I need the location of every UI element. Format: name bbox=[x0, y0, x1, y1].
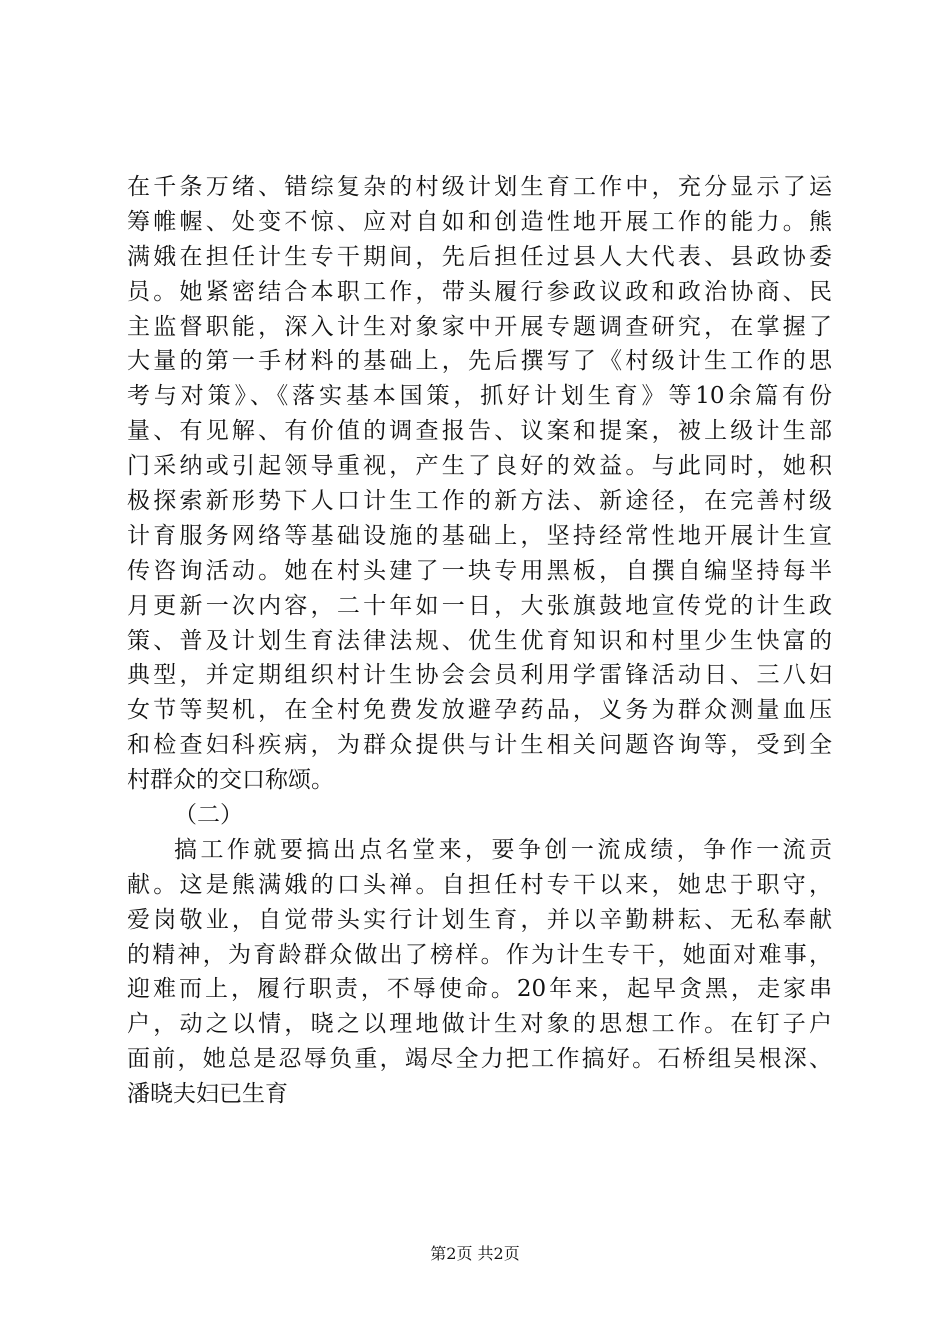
text-line-10: 极探索新形势下人口计生工作的新方法、新途径，在完善村级 bbox=[127, 488, 832, 515]
text-line-24: 迎难而上，履行职责，不辱使命。20年来，起早贪黑，走家串 bbox=[127, 976, 832, 1003]
text-line-17: 和检查妇科疾病，为群众提供与计生相关问题咨询等，受到全 bbox=[127, 732, 832, 759]
text-line-6: 大量的第一手材料的基础上，先后撰写了《村级计生工作的思 bbox=[127, 348, 832, 375]
text-line-21: 献。这是熊满娥的口头禅。自担任村专干以来，她忠于职守， bbox=[127, 871, 832, 898]
text-line-23: 的精神，为育龄群众做出了榜样。作为计生专干，她面对难事， bbox=[127, 941, 832, 968]
document-body bbox=[127, 170, 832, 1112]
text-line-12: 传咨询活动。她在村头建了一块专用黑板，自撰自编坚持每半 bbox=[127, 557, 832, 584]
text-line-26: 面前，她总是忍辱负重，竭尽全力把工作搞好。石桥组吴根深、 bbox=[127, 1046, 832, 1073]
text-line-18: 村群众的交口称颂。 bbox=[127, 767, 334, 794]
text-line-15: 典型，并定期组织村计生协会会员利用学雷锋活动日、三八妇 bbox=[127, 662, 832, 689]
text-line-25: 户，动之以情，晓之以理地做计生对象的思想工作。在钉子户 bbox=[127, 1011, 832, 1038]
text-line-1: 在千条万绪、错综复杂的村级计划生育工作中，充分显示了运 bbox=[127, 174, 832, 200]
text-line-22: 爱岗敬业，自觉带头实行计划生育，并以辛勤耕耘、无私奉献 bbox=[127, 906, 832, 933]
page-footer: 第2页 共2页 bbox=[430, 1244, 520, 1263]
text-line-9: 门采纳或引起领导重视，产生了良好的效益。与此同时，她积 bbox=[127, 453, 832, 480]
text-line-7: 考与对策》、《落实基本国策，抓好计划生育》等10余篇有份 bbox=[127, 383, 832, 410]
text-line-2: 筹帷幄、处变不惊、应对自如和创造性地开展工作的能力。熊 bbox=[127, 208, 832, 235]
text-line-14: 策、普及计划生育法律法规、优生优育知识和村里少生快富的 bbox=[127, 627, 832, 654]
text-line-16: 女节等契机，在全村免费发放避孕药品，义务为群众测量血压 bbox=[127, 697, 832, 724]
text-line-13: 月更新一次内容，二十年如一日，大张旗鼓地宣传党的计生政 bbox=[127, 592, 832, 619]
section-heading: （二） bbox=[174, 802, 243, 829]
text-line-11: 计育服务网络等基础设施的基础上，坚持经常性地开展计生宣 bbox=[127, 522, 832, 549]
text-line-27: 潘晓夫妇已生育 bbox=[127, 1081, 288, 1108]
text-line-5: 主监督职能，深入计生对象家中开展专题调查研究，在掌握了 bbox=[127, 313, 832, 340]
text-line-3: 满娥在担任计生专干期间，先后担任过县人大代表、县政协委 bbox=[127, 243, 832, 270]
text-line-20: 搞工作就要搞出点名堂来，要争创一流成绩，争作一流贡 bbox=[174, 836, 832, 863]
text-line-4: 员。她紧密结合本职工作，带头履行参政议政和政治协商、民 bbox=[127, 278, 832, 305]
text-line-8: 量、有见解、有价值的调查报告、议案和提案，被上级计生部 bbox=[127, 418, 832, 445]
